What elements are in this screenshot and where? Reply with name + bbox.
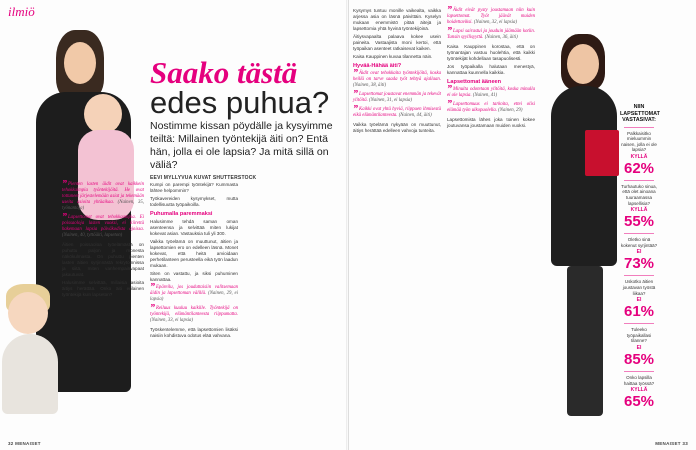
pull-quote: ”Reiluus kuuluu kaikille. Työntekijä on työntekijä, elämäntilanteesta riippumatta. (Nainen, 33, ei lapsia) (150, 303, 238, 323)
survey-answer: EI (636, 249, 642, 256)
left-column-3 (246, 30, 340, 430)
survey-item (620, 279, 658, 320)
survey-answer: EI (636, 297, 642, 304)
body-paragraph: Jos työpaikalla halutaan menestyä, kannattaa kuunnella kaikkia. (447, 64, 535, 75)
body-paragraph: Halusimme selvittää, millaisia asioita äitiys herättää. Onko äiti erilainen työntekijä kuin lapseton? (62, 280, 144, 297)
survey-percent: 62% (623, 159, 655, 177)
body-paragraph: Kysymys tuntuu monille vaikealta, vaikka arjessa asia on läsnä päivittäin. Kyselyn mukaan enemmistö pitää äitejä ja lapsettomia yhtä hyvinä työntekijöinä. (353, 8, 441, 31)
survey-answer: EI (636, 345, 642, 351)
body-paragraph: Työskentelemme, että lapsettomien lisäksi naisiin kohdistuva odotus elää vahvana. (150, 327, 238, 338)
pull-quote: ”Epäreilu, jos jouduttaisiin valitsemaan äidin ja lapsettoman välillä. (Nainen, 29, ei lapsia) (150, 282, 238, 302)
divider (624, 275, 654, 276)
pull-quote: ”Äidit eivät pysty joustamaan niin kuin lapsettomat. Työt jäävät muiden hoidettaviksi. (Nainen, 32, ei lapsia) (447, 5, 535, 25)
survey-question: Palkkaisitko mieluummin naisen, jolla ei ole lapsia? (621, 130, 657, 153)
folio-right: MENAISET 33 (655, 441, 688, 446)
pull-quote: ”Lapsettomuus ei tarkoita, ettei olisi elämää työn ulkopuolella. (Nainen, 29) (447, 99, 535, 113)
pull-quote: ”Minulta odotetaan ylitöitä, koska minulla ei ole lapsia. (Nainen, 41) (447, 84, 535, 98)
survey-question: Turhautuko sinua, että olet ainoana tuuraamassa lapsellisia? (621, 183, 657, 206)
divider (624, 323, 654, 324)
survey-item (620, 131, 658, 177)
businesswoman-suit (551, 86, 617, 266)
businesswoman-photo (545, 30, 625, 430)
survey-item (620, 237, 658, 272)
survey-percent: 55% (623, 213, 655, 231)
survey-question: Onko lapsilla haittaa työssä? (623, 375, 655, 386)
divider (624, 180, 654, 181)
body-paragraph: Työkavereiden kysymykset, mutta todellisuutta työpaikoilla. (150, 196, 238, 207)
survey-item (620, 327, 658, 368)
right-page (348, 0, 696, 450)
mother-face (64, 42, 96, 84)
right-column-1 (353, 8, 441, 428)
left-column-2 (150, 182, 238, 432)
body-paragraph: Vaikka työelämä nykyään on muuttunut, äitiys herättää edelleen vahvoja tunteita. (353, 122, 441, 133)
body-paragraph: Kumpi on parempi työntekijä? Kummasta lähtee helpommin? (150, 182, 238, 193)
toddler-outfit (2, 334, 58, 414)
survey-item (620, 375, 658, 410)
body-paragraph: Halusimme tehdä saman oman asenteensa ja selvittää miten lukijat kokevat asian. Vastauksia tuli yli 300. (150, 219, 238, 236)
subheading: Puhumalla paremmaksi (150, 211, 213, 217)
survey-percent: 73% (623, 255, 655, 273)
survey-answer: KYLLÄ (630, 153, 648, 160)
toddler-face (8, 292, 48, 334)
survey-question: Oletko sinä kokenut syrjintää? (620, 237, 658, 248)
title-line-1: Saako tästä (150, 55, 298, 90)
subheading: Hyvää-Hähää äiti? (353, 63, 402, 69)
body-paragraph: Lapsettomista lähes joka toinen kokee joutuvansa joustamaan muiden vuoksi. (447, 117, 535, 128)
survey-percent: 65% (623, 393, 655, 411)
survey-question: Tuleeko työpaikallasi tilanne? (626, 327, 652, 344)
section-tag: ilmiö (8, 4, 35, 19)
body-paragraph: Äitien poissaoloa työelämästä on puhuttu paljon ja monesta näkökulmasta. On puhuttu pienten lasten äitien syrjinnästä rekrytoinnissa ja siitä, miten vanhempainvapaat jakautuvat. (62, 242, 144, 277)
lead-paragraph: Nostimme kissan pöydälle ja kysyimme teiltä: Millainen työntekijä äiti on? Entä hän, jolla ei ole lapsia? Ja mitä sillä on väliä? (150, 120, 333, 171)
pull-quote: ”Äidit ovat tehokkaita työntekijöitä, koska heillä on tarve saada työt tehtyä ajallaan. (Nainen, 38, äiti) (353, 68, 441, 88)
pull-quote: ”Pienten lasten äidit ovat kaikkein tehokkaimpia työntekijöitä. He ovat tottuneet järjestelemään asiat ja tekemään useita asioita yhtäaikaa. (Nainen, 35, työnantaja) (62, 179, 144, 211)
survey-answer: KYLLÄ (630, 207, 648, 214)
title-line-2: edes puhua? (150, 85, 330, 120)
pull-quote: ”Lapsettomat joustavat enemmän ja tekevät ylitöitä. (Nainen, 31, ei lapsia) (353, 89, 441, 103)
survey-item (620, 184, 658, 230)
toddler-photo (0, 282, 60, 422)
divider (624, 127, 654, 128)
folio-left: 32 MENAISET (8, 441, 41, 446)
businesswoman-legs (567, 266, 603, 416)
body-paragraph: Äitiysvapaalta palaava kokee usein paineita. Vastaajista moni kertoi, että työpaikan asenteet ratkaisevat kaiken. (353, 34, 441, 51)
body-paragraph: Kaisa Kauppinen kuvaa tilannetta näin. (353, 54, 433, 59)
divider (624, 371, 654, 372)
body-paragraph: Vaikka työelämä on muuttunut, äitien ja lapsettomien ero on edelleen läsnä. Monet kokevat, että heitä arvioidaan perhetilanteen perusteella eikä työn laadun mukaan. (150, 239, 238, 268)
survey-answer: KYLLÄ (630, 387, 648, 394)
businesswoman-face (567, 44, 599, 84)
red-folder (585, 130, 619, 176)
pull-quote: ”Kaikki ovat yhtä hyviä, riippuen ihmisestä eikä elämäntilanteesta. (Nainen, 44, äiti) (353, 104, 441, 118)
body-paragraph: Kaisa Kauppinen korostaa, että on työnantajan vastuu huolehtia, että kaikki työntekijät kohdellaan tasapuolisesti. (447, 44, 535, 61)
pull-quote: ”Lapsi sairastui ja jouduin jäämään kotiin. Tunsin syyllisyyttä. (Nainen, 36, äiti) (447, 26, 535, 40)
right-column-2 (447, 5, 535, 428)
byline: EEVI MYLLYVUA KUVAT SHUTTERSTOCK (150, 175, 257, 181)
pull-quote: ”Lapsettomat ovat tehokkaampia. Ei poissaoloja lasten vuoksi, ei kiirettä hakemaan lapsia päiväkodista ajoissa. (Nainen, 40, tyttöäiti, lapseton) (62, 212, 144, 238)
survey-percent: 61% (623, 303, 655, 321)
baby-face (84, 94, 122, 134)
subheading: Lapsettomat ääneen (447, 79, 502, 85)
survey-question: Uskotko äitien joustavan työstä liikaa? (622, 279, 656, 296)
survey-sidebar (620, 104, 658, 413)
body-paragraph: Siten on vastattu, ja siksi puhuminen kannattaa. (150, 271, 238, 282)
sidebar-heading: NIIN LAPSETTOMAT VASTASIVAT: (620, 104, 660, 123)
left-column-1 (62, 179, 144, 432)
divider (624, 233, 654, 234)
survey-percent: 85% (623, 351, 655, 368)
